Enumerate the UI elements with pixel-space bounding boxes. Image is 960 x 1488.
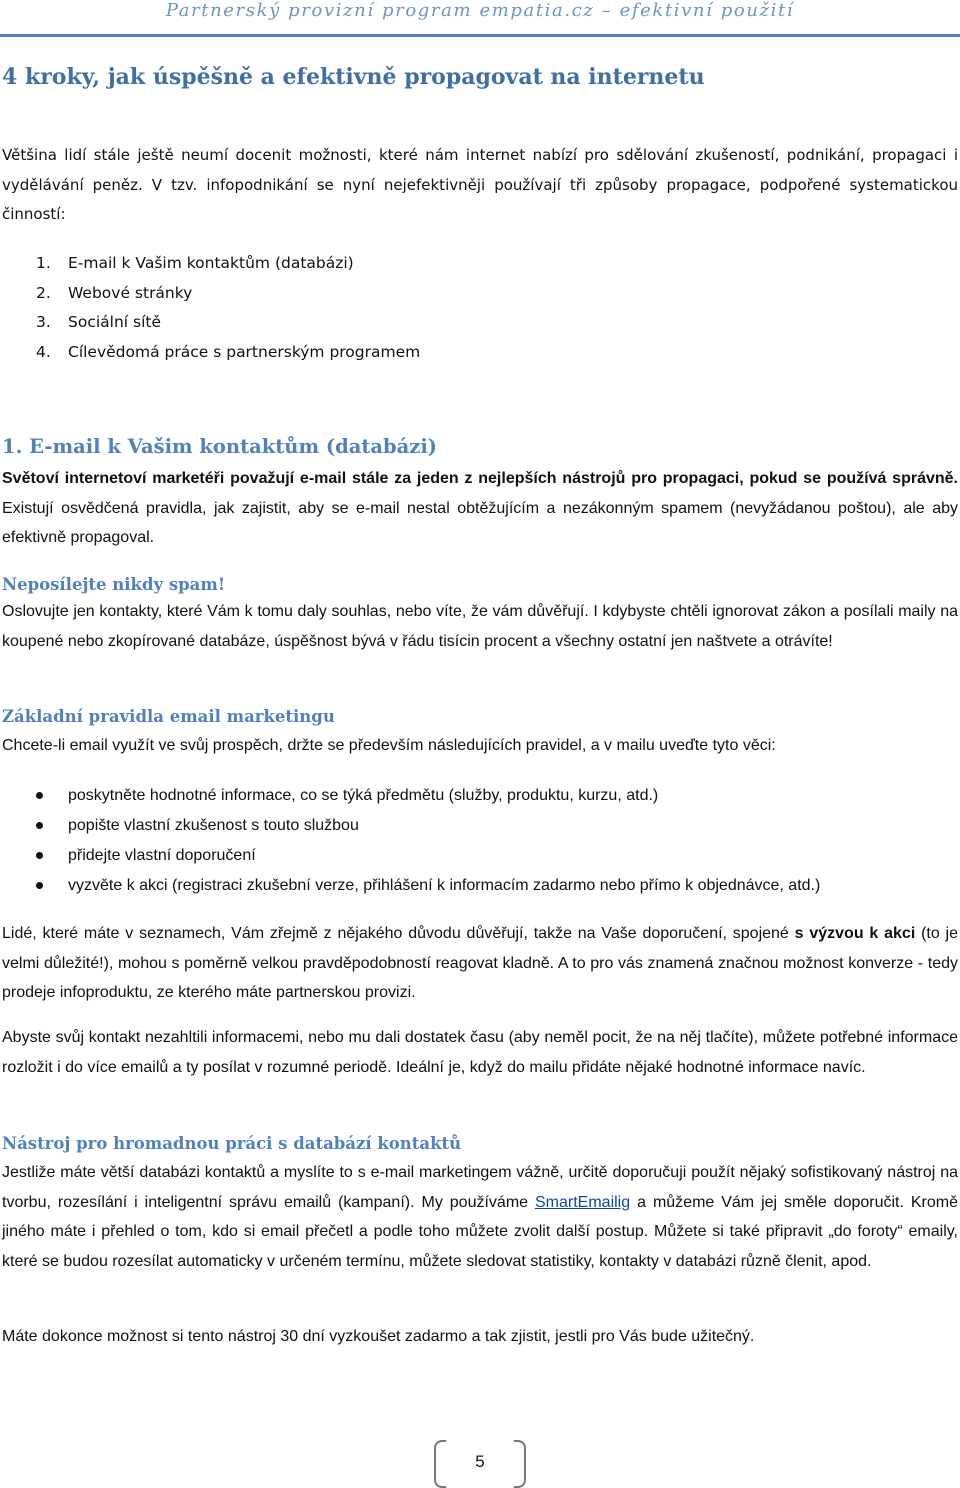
page-title: 4 kroky, jak úspěšně a efektivně propagovat na internetu <box>2 64 705 90</box>
page-footer <box>428 1440 532 1486</box>
list-item: vyzvěte k akci (registraci zkušební verze, přihlášení k informacím zadarmo nebo přímo k objednávce, atd.) <box>36 871 820 901</box>
bullet-icon <box>36 792 43 799</box>
page-number: 5 <box>475 1452 485 1471</box>
contact-paragraph: Abyste svůj kontakt nezahltili informacemi, nebo mu dali dostatek času (aby neměl pocit, že na něj tlačíte), můžete potřebné informace rozložit i do více emailů a ty posílat v rozumné periodě. Ideální je, když do mailu přidáte nějaké hodnotné informace navíc. <box>2 1029 958 1076</box>
list-item: 4. Cílevědomá práce s partnerským programem <box>36 342 421 361</box>
bullet-icon <box>36 822 43 829</box>
rules-heading: Základní pravidla email marketingu <box>2 707 335 726</box>
header-rule <box>0 34 960 37</box>
smartemailing-link[interactable]: SmartEmailig <box>535 1193 631 1211</box>
steps-list <box>36 249 420 367</box>
list-item: poskytněte hodnotné informace, co se týká předmětu (služby, produktu, kurzu, atd.) <box>36 781 820 811</box>
list-item: 1. E-mail k Vašim kontaktům (databázi) <box>36 254 354 272</box>
spam-heading: Neposílejte nikdy spam! <box>2 575 226 594</box>
spam-paragraph: Oslovujte jen kontakty, které Vám k tomu daly souhlas, nebo víte, že vám důvěřují. I kdybyste chtěli ignorovat zákon a posílali maily na koupené nebo zkopírované databáze, úspěšnost bývá v řádu tisícin procent a všechny ostatní jen naštvete a otrávíte! <box>2 603 958 650</box>
email-intro-paragraph: Světoví internetoví marketéři považují e-mail stále za jeden z nejlepších nástrojů pro propagaci, pokud se používá správně. Existují osvědčená pravidla, jak zajistit, aby se e-mail nestal obtěžujícím a nezákonným spamem (nevyžádanou poštou), ale aby efektivně propagoval. <box>2 470 958 546</box>
running-header: Partnerský provizní program empatia.cz – efektivní použití <box>165 0 795 21</box>
list-item: 2. Webové stránky <box>36 283 193 302</box>
section-heading-email: 1. E-mail k Vašim kontaktům (databázi) <box>2 435 437 458</box>
tool-heading: Nástroj pro hromadnou práci s databází kontaktů <box>2 1134 462 1153</box>
bullet-icon <box>36 852 43 859</box>
tool-paragraph: Jestliže máte větší databázi kontaktů a myslíte to s e-mail marketingem vážně, určitě doporučuji použít nějaký sofistikovaný nástroj na tvorbu, rozesílání i inteligentní správu emailů (kampaní). My používáme SmartEmailig a můžeme Vám jej směle doporučit. Kromě jiného máte i přehled o tom, kdo si email přečetl a podle toho můžete zvolit další postup. Můžete si také připravit „do foroty“ emaily, které se budou rozesílat automaticky v určeném termínu, můžete sledovat statistiky, kontakty v databázi různě členit, apod. <box>2 1164 959 1270</box>
list-item: přidejte vlastní doporučení <box>36 841 820 871</box>
list-item: 3. Sociální sítě <box>36 313 162 331</box>
right-brace-icon <box>514 1440 526 1488</box>
list-item: popište vlastní zkušenost s touto službou <box>36 811 820 841</box>
rules-intro: Chcete-li email využít ve svůj prospěch, držte se především následujících pravidel, a v mailu uveďte tyto věci: <box>2 737 776 754</box>
bullet-icon <box>36 882 43 889</box>
intro-paragraph: Většina lidí stále ještě neumí docenit možnosti, které nám internet nabízí pro sdělování zkušeností, podnikání, propagaci i vydělávání peněz. V tzv. infopodnikání se nyní nejefektivněji používají tři způsoby propagace, podpořené systematickou činností: <box>2 146 958 223</box>
trial-paragraph: Máte dokonce možnost si tento nástroj 30 dní vyzkoušet zadarmo a tak zjistit, jestli pro Vás bude užitečný. <box>2 1328 755 1345</box>
trust-paragraph: Lidé, které máte v seznamech, Vám zřejmě z nějakého důvodu důvěřují, takže na Vaše doporučení, spojené s výzvou k akci (to je velmi důležité!), mohou s poměrně velkou pravděpodobností reagovat kladně. A to pro vás znamená značnou možnost konverze - tedy prodeje infoproduktu, ze kterého máte partnerskou provizi. <box>2 925 959 1001</box>
rules-bullet-list <box>36 781 820 901</box>
